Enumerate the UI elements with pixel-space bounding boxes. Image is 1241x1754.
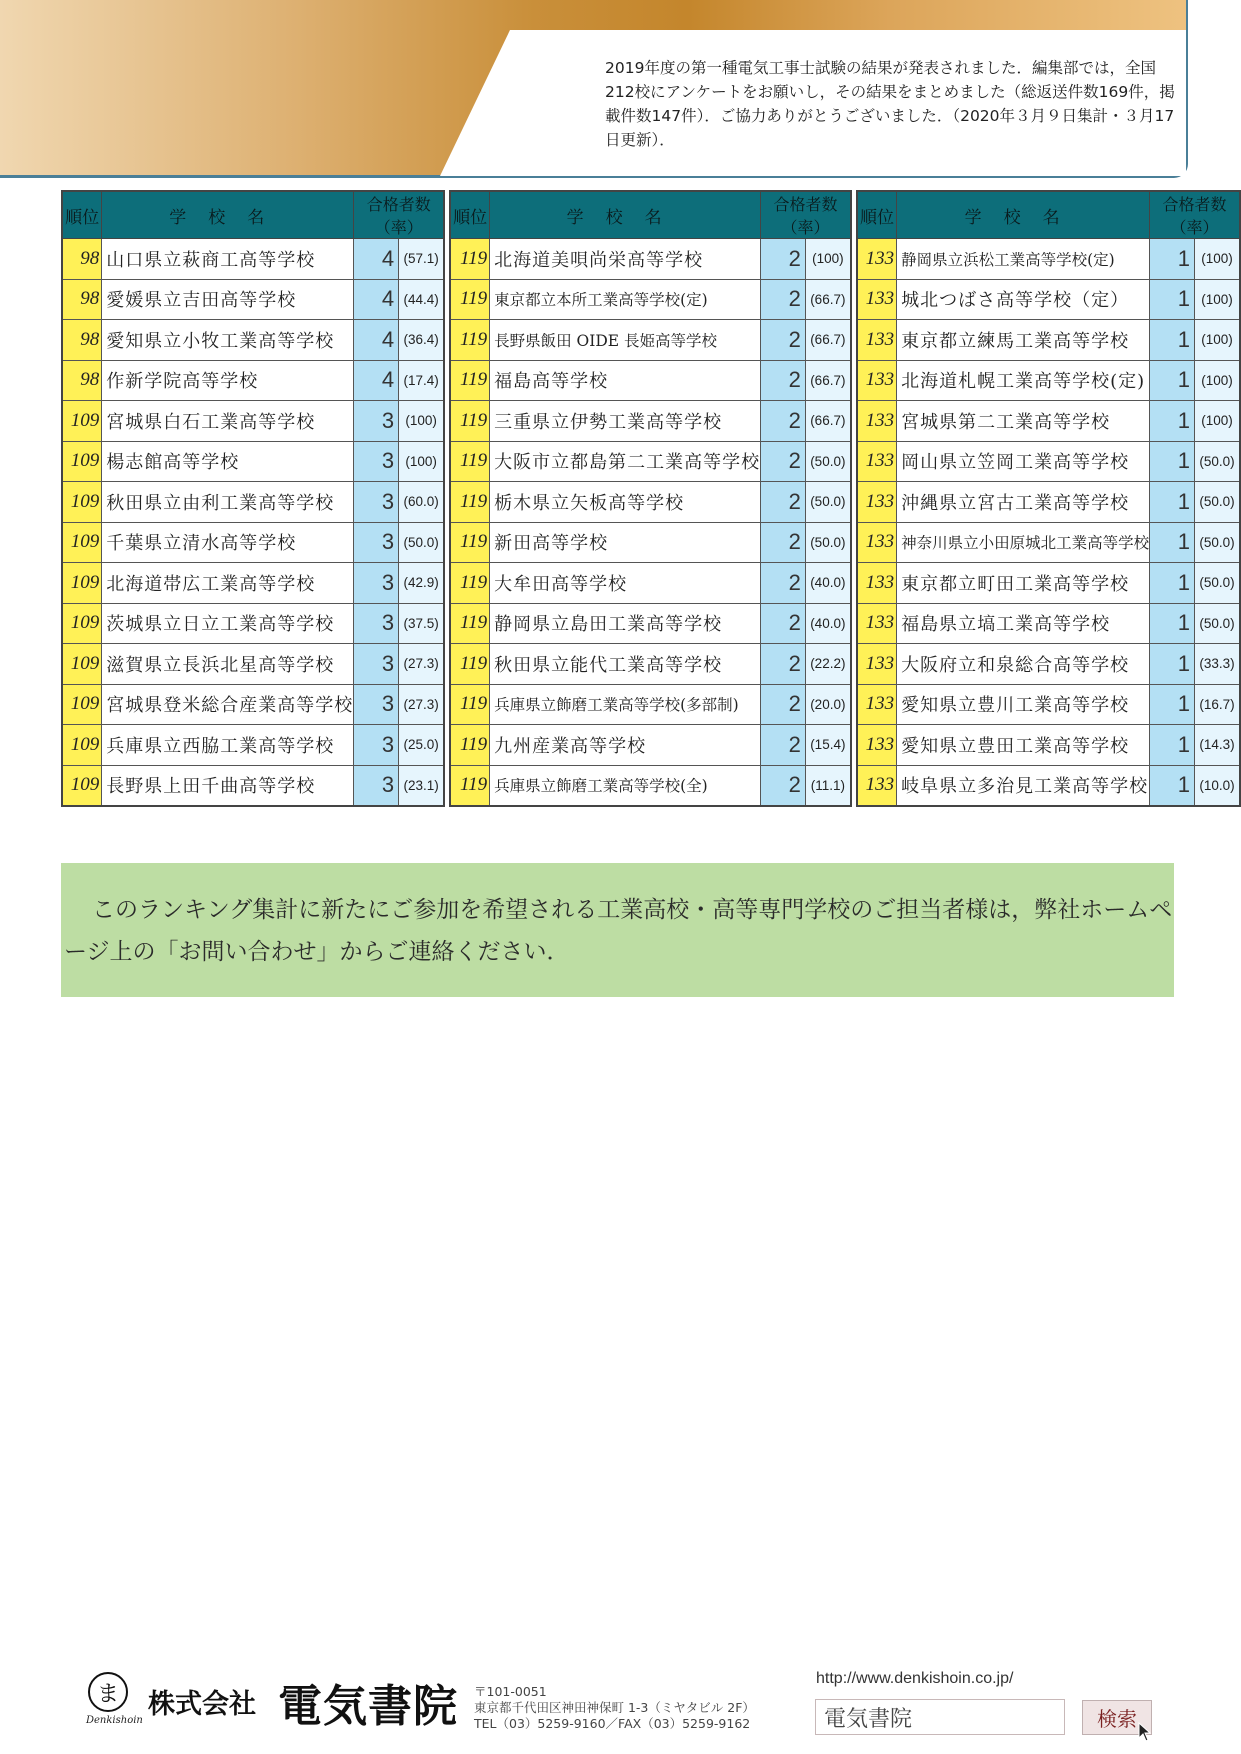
pass-count-cell: 1 <box>1150 603 1195 644</box>
table-row <box>857 239 1240 280</box>
table-row <box>450 765 851 806</box>
school-name-cell: 大牟田高等学校 <box>490 563 761 604</box>
school-name-cell: 岐阜県立多治見工業高等学校 <box>897 765 1150 806</box>
pass-count-cell: 2 <box>761 644 806 685</box>
company-address <box>474 1684 755 1732</box>
rank-cell: 119 <box>450 441 489 482</box>
pass-count-cell: 2 <box>761 603 806 644</box>
school-name-cell: 新田高等学校 <box>490 522 761 563</box>
school-name-cell: 東京都立町田工業高等学校 <box>897 563 1150 604</box>
company-name: 電気書院 <box>278 1681 458 1732</box>
table-row <box>62 644 444 685</box>
pass-rate-cell: (100) <box>1194 279 1240 320</box>
rank-cell: 109 <box>62 482 102 523</box>
school-name-cell: 長野県上田千曲高等学校 <box>102 765 354 806</box>
rank-cell: 109 <box>62 522 102 563</box>
rank-cell: 109 <box>62 401 102 442</box>
pass-rate-cell: (33.3) <box>1194 644 1240 685</box>
pass-count-cell: 4 <box>354 360 399 401</box>
rank-cell: 119 <box>450 563 489 604</box>
school-name-cell: 愛媛県立吉田高等学校 <box>102 279 354 320</box>
table-header-row <box>62 191 444 239</box>
pass-count-cell: 2 <box>761 765 806 806</box>
table-row <box>62 765 444 806</box>
table-row <box>857 684 1240 725</box>
header-school-name: 学校名 <box>490 191 761 239</box>
table-row <box>857 644 1240 685</box>
search-button[interactable]: 検索 <box>1082 1700 1152 1735</box>
rank-cell: 109 <box>62 765 102 806</box>
pass-count-cell: 2 <box>761 360 806 401</box>
table-row <box>450 320 851 361</box>
rank-cell: 133 <box>857 279 897 320</box>
rank-cell: 133 <box>857 320 897 361</box>
table-row <box>450 522 851 563</box>
pass-count-cell: 2 <box>761 563 806 604</box>
pass-count-cell: 3 <box>354 765 399 806</box>
pass-rate-cell: (50.0) <box>805 482 851 523</box>
pass-rate-cell: (40.0) <box>805 603 851 644</box>
table-row <box>857 441 1240 482</box>
school-name-cell: 兵庫県立西脇工業高等学校 <box>102 725 354 766</box>
table-row <box>450 563 851 604</box>
pass-count-cell: 2 <box>761 441 806 482</box>
table-row <box>450 725 851 766</box>
search-input[interactable]: 電気書院 <box>815 1699 1065 1735</box>
table-row <box>450 482 851 523</box>
school-name-cell: 神奈川県立小田原城北工業高等学校 <box>897 522 1150 563</box>
pass-count-cell: 4 <box>354 279 399 320</box>
table-row <box>450 239 851 280</box>
school-name-cell: 大阪府立和泉総合高等学校 <box>897 644 1150 685</box>
school-name-cell: 静岡県立島田工業高等学校 <box>490 603 761 644</box>
notice-text: このランキング集計に新たにご参加を希望される工業高校・高等専門学校のご担当者様は，弊社ホームページ上の「お問い合わせ」からご連絡ください． <box>64 897 1173 965</box>
rank-cell: 109 <box>62 684 102 725</box>
school-name-cell: 宮城県登米総合産業高等学校 <box>102 684 354 725</box>
table-row <box>62 603 444 644</box>
header-school-name: 学校名 <box>897 191 1150 239</box>
header-school-name: 学校名 <box>102 191 354 239</box>
company-prefix: 株式会社 <box>148 1689 256 1720</box>
pass-rate-cell: (44.4) <box>399 279 445 320</box>
pass-rate-cell: (50.0) <box>805 441 851 482</box>
school-name-cell: 福島高等学校 <box>490 360 761 401</box>
pass-count-cell: 2 <box>761 401 806 442</box>
header-pass-count: 合格者数（率） <box>761 191 851 239</box>
pass-rate-cell: (66.7) <box>805 279 851 320</box>
header-pass-count: 合格者数（率） <box>1150 191 1240 239</box>
pass-rate-cell: (100) <box>1194 401 1240 442</box>
table-row <box>62 725 444 766</box>
phone-fax: TEL（03）5259-9160／FAX（03）5259-9162 <box>474 1716 751 1731</box>
school-name-cell: 作新学院高等学校 <box>102 360 354 401</box>
rank-cell: 119 <box>450 603 489 644</box>
ranking-table-2 <box>449 190 852 807</box>
header-rank: 順位 <box>857 191 897 239</box>
pass-count-cell: 3 <box>354 725 399 766</box>
table-row <box>62 522 444 563</box>
rank-cell: 98 <box>62 279 102 320</box>
pass-rate-cell: (40.0) <box>805 563 851 604</box>
header-rank: 順位 <box>450 191 489 239</box>
table-row <box>62 279 444 320</box>
table-row <box>62 239 444 280</box>
table-row <box>62 441 444 482</box>
pass-rate-cell: (27.3) <box>399 644 445 685</box>
table-row <box>62 684 444 725</box>
school-name-cell: 山口県立萩商工高等学校 <box>102 239 354 280</box>
pass-rate-cell: (100) <box>399 401 445 442</box>
rank-cell: 133 <box>857 765 897 806</box>
pass-count-cell: 1 <box>1150 441 1195 482</box>
pass-count-cell: 3 <box>354 441 399 482</box>
pass-count-cell: 3 <box>354 603 399 644</box>
logo-subtitle: Denkishoin <box>86 1715 143 1726</box>
website-url[interactable]: http://www.denkishoin.co.jp/ <box>816 1670 1014 1687</box>
rank-cell: 98 <box>62 320 102 361</box>
table-row <box>857 482 1240 523</box>
pass-count-cell: 4 <box>354 239 399 280</box>
pass-rate-cell: (50.0) <box>1194 522 1240 563</box>
pass-rate-cell: (100) <box>1194 320 1240 361</box>
pass-rate-cell: (50.0) <box>1194 482 1240 523</box>
school-name-cell: 三重県立伊勢工業高等学校 <box>490 401 761 442</box>
pass-rate-cell: (10.0) <box>1194 765 1240 806</box>
rank-cell: 133 <box>857 441 897 482</box>
table-row <box>857 320 1240 361</box>
table-row <box>450 441 851 482</box>
pass-count-cell: 1 <box>1150 279 1195 320</box>
pass-rate-cell: (100) <box>805 239 851 280</box>
pass-count-cell: 2 <box>761 725 806 766</box>
pass-count-cell: 3 <box>354 644 399 685</box>
postal-code: 〒101-0051 <box>474 1684 547 1699</box>
street-address: 東京都千代田区神田神保町 1-3（ミヤタビル 2F） <box>474 1700 755 1715</box>
table-row <box>450 360 851 401</box>
pass-rate-cell: (57.1) <box>399 239 445 280</box>
school-name-cell: 茨城県立日立工業高等学校 <box>102 603 354 644</box>
school-name-cell: 城北つばさ高等学校（定） <box>897 279 1150 320</box>
table-row <box>450 279 851 320</box>
school-name-cell: 千葉県立清水高等学校 <box>102 522 354 563</box>
pass-rate-cell: (66.7) <box>805 320 851 361</box>
pass-rate-cell: (42.9) <box>399 563 445 604</box>
pass-count-cell: 1 <box>1150 320 1195 361</box>
table-row <box>62 401 444 442</box>
pass-rate-cell: (100) <box>399 441 445 482</box>
notice-box <box>61 863 1174 997</box>
rank-cell: 98 <box>62 360 102 401</box>
school-name-cell: 兵庫県立飾磨工業高等学校(多部制) <box>490 684 761 725</box>
rank-cell: 133 <box>857 360 897 401</box>
pass-rate-cell: (66.7) <box>805 360 851 401</box>
pass-count-cell: 3 <box>354 401 399 442</box>
school-name-cell: 東京都立練馬工業高等学校 <box>897 320 1150 361</box>
pass-count-cell: 1 <box>1150 644 1195 685</box>
rank-cell: 109 <box>62 563 102 604</box>
rank-cell: 133 <box>857 725 897 766</box>
school-name-cell: 宮城県白石工業高等学校 <box>102 401 354 442</box>
pass-rate-cell: (100) <box>1194 360 1240 401</box>
table-row <box>450 644 851 685</box>
school-name-cell: 栃木県立矢板高等学校 <box>490 482 761 523</box>
table-row <box>450 603 851 644</box>
ranking-table-1 <box>61 190 445 807</box>
pass-rate-cell: (23.1) <box>399 765 445 806</box>
pass-count-cell: 1 <box>1150 239 1195 280</box>
school-name-cell: 愛知県立豊田工業高等学校 <box>897 725 1150 766</box>
school-name-cell: 楊志館高等学校 <box>102 441 354 482</box>
pass-rate-cell: (20.0) <box>805 684 851 725</box>
rank-cell: 133 <box>857 644 897 685</box>
pass-rate-cell: (50.0) <box>1194 563 1240 604</box>
school-name-cell: 東京都立本所工業高等学校(定) <box>490 279 761 320</box>
school-name-cell: 北海道帯広工業高等学校 <box>102 563 354 604</box>
table-row <box>857 279 1240 320</box>
school-name-cell: 九州産業高等学校 <box>490 725 761 766</box>
rank-cell: 133 <box>857 239 897 280</box>
rank-cell: 119 <box>450 320 489 361</box>
pass-rate-cell: (16.7) <box>1194 684 1240 725</box>
pass-count-cell: 3 <box>354 684 399 725</box>
table-header-row <box>857 191 1240 239</box>
school-name-cell: 福島県立塙工業高等学校 <box>897 603 1150 644</box>
pass-rate-cell: (37.5) <box>399 603 445 644</box>
pass-count-cell: 1 <box>1150 725 1195 766</box>
rank-cell: 119 <box>450 644 489 685</box>
pass-rate-cell: (27.3) <box>399 684 445 725</box>
school-name-cell: 長野県飯田 OIDE 長姫高等学校 <box>490 320 761 361</box>
pass-count-cell: 1 <box>1150 522 1195 563</box>
rank-cell: 133 <box>857 522 897 563</box>
pass-count-cell: 2 <box>761 522 806 563</box>
school-name-cell: 愛知県立豊川工業高等学校 <box>897 684 1150 725</box>
school-name-cell: 滋賀県立長浜北星高等学校 <box>102 644 354 685</box>
intro-text: 2019年度の第一種電気工事士試験の結果が発表されました．編集部では，全国212校にアンケートをお願いし，その結果をまとめました（総返送件数169件，掲載件数147件）．ご協力ありがとうございました．（2020年３月９日集計・３月17日更新）． <box>605 59 1175 149</box>
rank-cell: 109 <box>62 603 102 644</box>
pass-count-cell: 2 <box>761 684 806 725</box>
rank-cell: 119 <box>450 482 489 523</box>
school-name-cell: 静岡県立浜松工業高等学校(定) <box>897 239 1150 280</box>
school-name-cell: 兵庫県立飾磨工業高等学校(全) <box>490 765 761 806</box>
table-row <box>62 320 444 361</box>
pass-count-cell: 1 <box>1150 765 1195 806</box>
rank-cell: 109 <box>62 441 102 482</box>
rank-cell: 119 <box>450 765 489 806</box>
school-name-cell: 宮城県第二工業高等学校 <box>897 401 1150 442</box>
rank-cell: 133 <box>857 563 897 604</box>
table-header-row <box>450 191 851 239</box>
pass-count-cell: 1 <box>1150 482 1195 523</box>
school-name-cell: 大阪市立都島第二工業高等学校 <box>490 441 761 482</box>
table-row <box>62 563 444 604</box>
school-name-cell: 北海道札幌工業高等学校(定) <box>897 360 1150 401</box>
school-name-cell: 沖縄県立宮古工業高等学校 <box>897 482 1150 523</box>
rank-cell: 109 <box>62 644 102 685</box>
pass-rate-cell: (25.0) <box>399 725 445 766</box>
rank-cell: 119 <box>450 684 489 725</box>
rank-cell: 119 <box>450 239 489 280</box>
mouse-cursor-icon <box>1138 1722 1152 1742</box>
pass-count-cell: 3 <box>354 522 399 563</box>
table-row <box>857 360 1240 401</box>
rank-cell: 119 <box>450 401 489 442</box>
table-row <box>857 522 1240 563</box>
rank-cell: 98 <box>62 239 102 280</box>
school-name-cell: 北海道美唄尚栄高等学校 <box>490 239 761 280</box>
table-row <box>857 401 1240 442</box>
pass-rate-cell: (60.0) <box>399 482 445 523</box>
pass-rate-cell: (66.7) <box>805 401 851 442</box>
pass-count-cell: 2 <box>761 239 806 280</box>
rank-cell: 119 <box>450 725 489 766</box>
rank-cell: 109 <box>62 725 102 766</box>
rank-cell: 133 <box>857 401 897 442</box>
table-row <box>62 360 444 401</box>
table-row <box>857 765 1240 806</box>
pass-rate-cell: (50.0) <box>1194 441 1240 482</box>
table-row <box>857 563 1240 604</box>
pass-rate-cell: (50.0) <box>399 522 445 563</box>
pass-count-cell: 2 <box>761 482 806 523</box>
company-logo-icon: ま <box>88 1672 128 1712</box>
header-rank: 順位 <box>62 191 102 239</box>
table-row <box>62 482 444 523</box>
ranking-tables <box>61 190 1241 807</box>
pass-rate-cell: (17.4) <box>399 360 445 401</box>
pass-rate-cell: (22.2) <box>805 644 851 685</box>
rank-cell: 119 <box>450 360 489 401</box>
rank-cell: 119 <box>450 279 489 320</box>
rank-cell: 133 <box>857 603 897 644</box>
pass-count-cell: 2 <box>761 279 806 320</box>
table-row <box>857 603 1240 644</box>
school-name-cell: 秋田県立由利工業高等学校 <box>102 482 354 523</box>
ranking-table-3 <box>856 190 1241 807</box>
pass-count-cell: 4 <box>354 320 399 361</box>
rank-cell: 133 <box>857 482 897 523</box>
pass-count-cell: 1 <box>1150 401 1195 442</box>
pass-rate-cell: (36.4) <box>399 320 445 361</box>
rank-cell: 133 <box>857 684 897 725</box>
pass-rate-cell: (100) <box>1194 239 1240 280</box>
header-pass-count: 合格者数（率） <box>354 191 444 239</box>
pass-count-cell: 1 <box>1150 684 1195 725</box>
table-row <box>857 725 1240 766</box>
table-row <box>450 684 851 725</box>
school-name-cell: 秋田県立能代工業高等学校 <box>490 644 761 685</box>
pass-count-cell: 1 <box>1150 360 1195 401</box>
rank-cell: 119 <box>450 522 489 563</box>
pass-rate-cell: (50.0) <box>1194 603 1240 644</box>
table-row <box>450 401 851 442</box>
pass-rate-cell: (50.0) <box>805 522 851 563</box>
school-name-cell: 岡山県立笠岡工業高等学校 <box>897 441 1150 482</box>
pass-count-cell: 2 <box>761 320 806 361</box>
pass-count-cell: 1 <box>1150 563 1195 604</box>
pass-rate-cell: (14.3) <box>1194 725 1240 766</box>
pass-count-cell: 3 <box>354 482 399 523</box>
pass-count-cell: 3 <box>354 563 399 604</box>
school-name-cell: 愛知県立小牧工業高等学校 <box>102 320 354 361</box>
pass-rate-cell: (15.4) <box>805 725 851 766</box>
pass-rate-cell: (11.1) <box>805 765 851 806</box>
